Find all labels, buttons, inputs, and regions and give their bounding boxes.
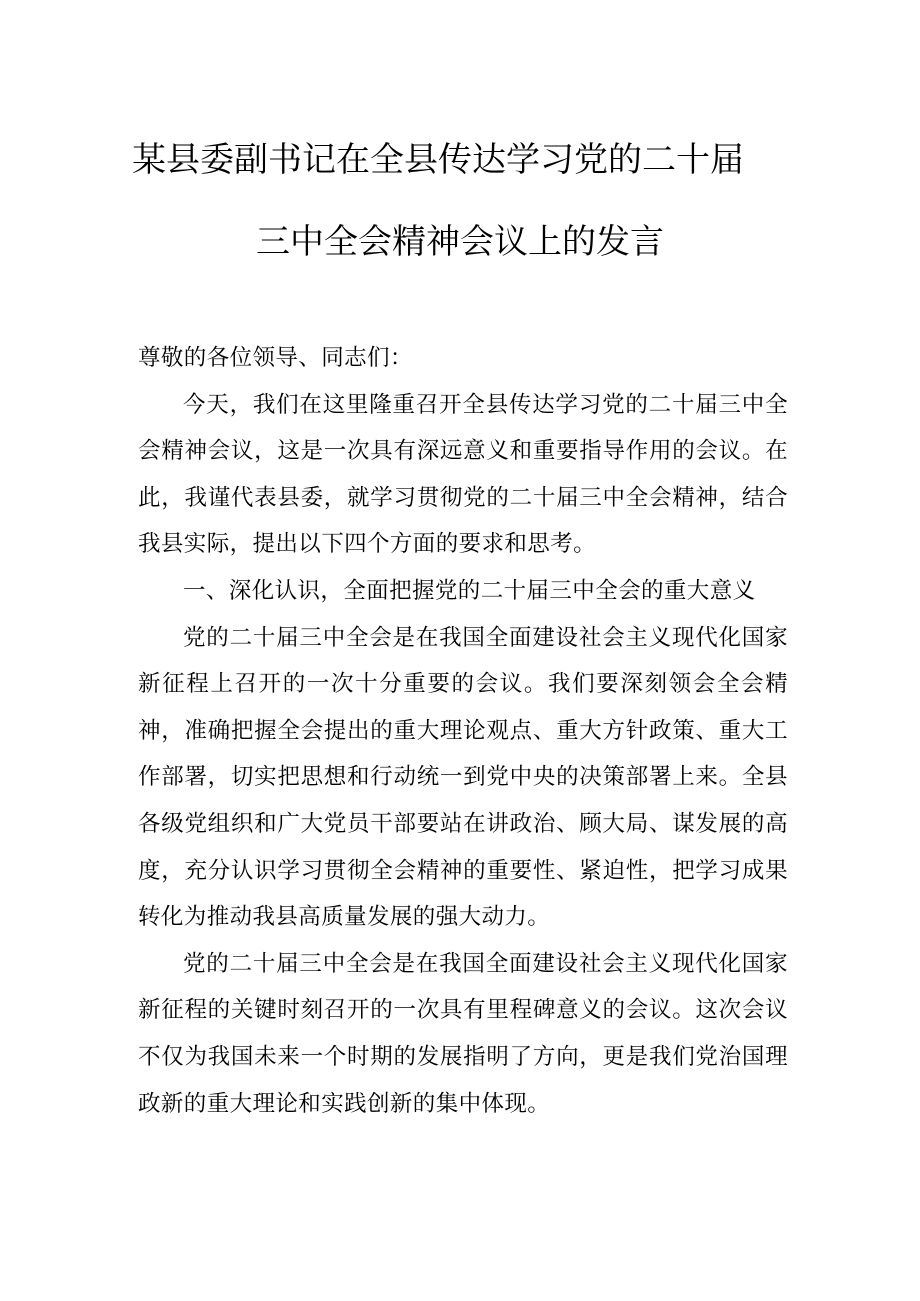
document-title-line-1: 某县委副书记在全县传达学习党的二十届 — [132, 140, 744, 180]
document-body — [138, 335, 788, 1127]
document-title-line-2: 三中全会精神会议上的发言 — [256, 222, 664, 262]
paragraph-section1-b: 党的二十届三中全会是在我国全面建设社会主义现代化国家新征程的关键时刻召开的一次具有里程碑意义的会议。这次会议不仅为我国未来一个时期的发展指明了方向，更是我们党治国理政新的重大理论和实践创新的集中体现。 — [138, 950, 788, 1117]
salutation: 尊敬的各位领导、同志们： — [138, 345, 413, 371]
paragraph-opening: 今天，我们在这里隆重召开全县传达学习党的二十届三中全会精神会议，这是一次具有深远意义和重要指导作用的会议。在此，我谨代表县委，就学习贯彻党的二十届三中全会精神，结合我县实际，提出以下四个方面的要求和思考。 — [138, 391, 788, 558]
section-heading-1: 一、深化认识，全面把握党的二十届三中全会的重大意义 — [183, 577, 756, 604]
paragraph-section1-a: 党的二十届三中全会是在我国全面建设社会主义现代化国家新征程上召开的一次十分重要的会议。我们要深刻领会全会精神，准确把握全会提出的重大理论观点、重大方针政策、重大工作部署，切实把思想和行动统一到党中央的决策部署上来。全县各级党组织和广大党员干部要站在讲政治、顾大局、谋发展的高度，充分认识学习贯彻全会精神的重要性、紧迫性，把学习成果转化为推动我县高质量发展的强大动力。 — [138, 624, 788, 931]
